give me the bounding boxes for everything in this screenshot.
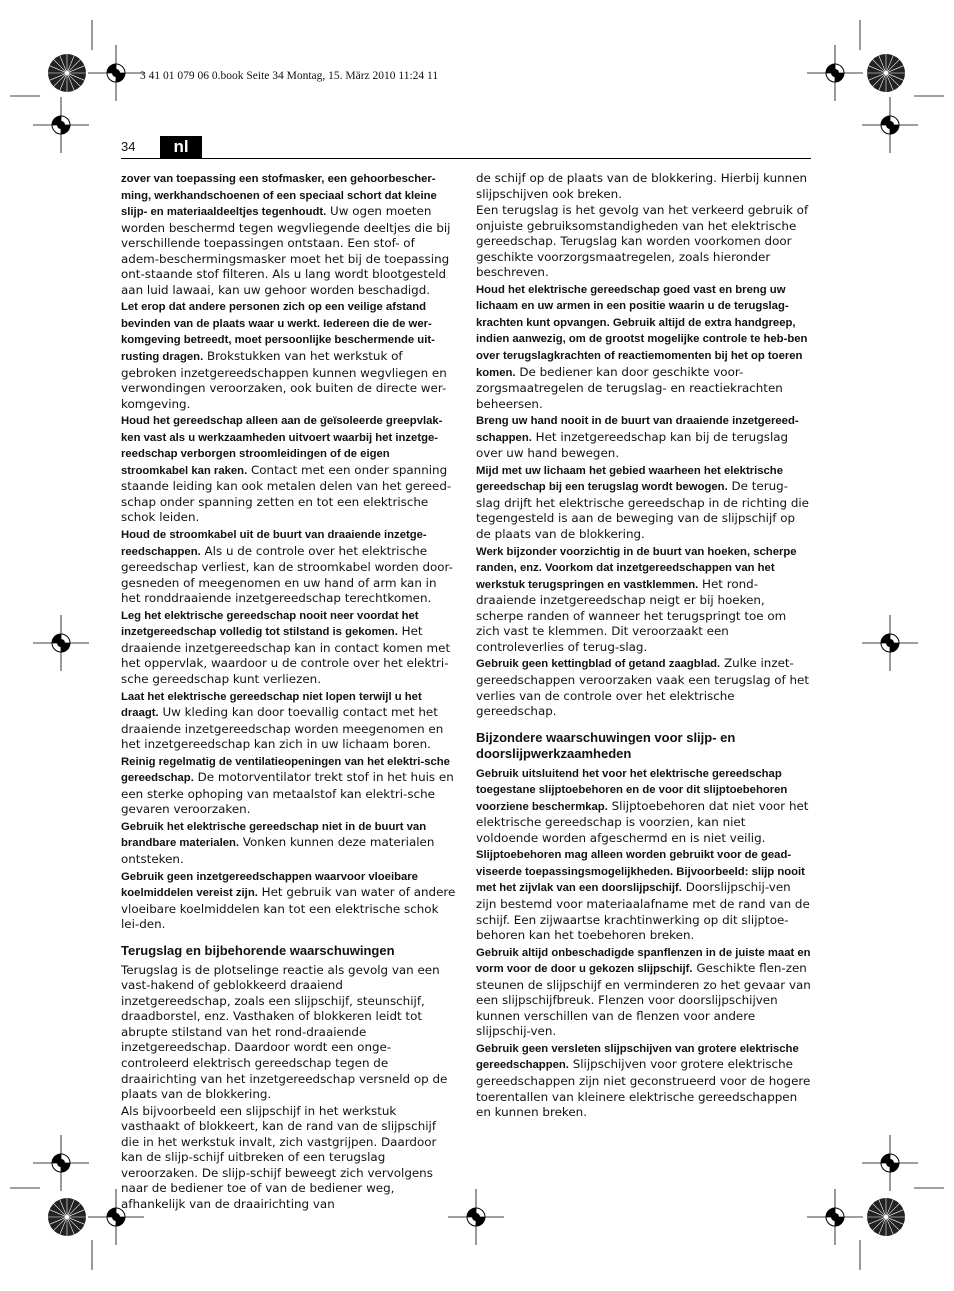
paragraph: Let erop dat andere personen zich op een veilige afstand bevinden van de plaats waar u werkt. Iedereen die de wer-komgeving betreedt, moet persoonlijke beschermende uit-rusting dragen. Brokstukken van het werkstuk of gebroken inzetgereedschappen kunnen wegvliegen en verwondingen veroorzaken, ook buiten de directe wer-komgeving. — [121, 301, 447, 411]
page-number: 34 — [121, 139, 136, 154]
crosshair-bottom-left-a — [33, 1135, 89, 1191]
paragraph: Breng uw hand nooit in de buurt van draaiende inzetgereed-schappen. Het inzetgereedschap kan bij de terugslag over uw hand bewegen. — [476, 415, 799, 461]
paragraph: Leg het elektrische gereedschap nooit neer voordat het inzetgereedschap volledig tot stilstand is gekomen. Het draaiende inzetgereedschap kan in contact komen met het oppervlak, waardoor u de controle over het elektri-sche gereedschap kunt verliezen. — [121, 609, 451, 686]
registration-star-top-right — [867, 54, 905, 92]
crosshair-top-left-a — [88, 45, 144, 101]
paragraph: Gebruik altijd onbeschadigde spanflenzen in de juiste maat en vorm voor de door u gekozen slijpschijf. Geschikte flen-zen steunen de slijpschijf en verminderen zo het gevaar van een slijpschijfbreuk. Flenzen voor doorslijpschijven kunnen verschillen van de flenzen voor andere slijpschij-ven. — [476, 946, 811, 1039]
right-column — [476, 171, 811, 1122]
crosshair-bottom-right-b — [807, 1189, 863, 1245]
paragraph: Gebruik uitsluitend het voor het elektrische gereedschap toegestane slijptoebehoren en de voor dit slijptoebehoren voorziene beschermkap. Slijptoebehoren dat niet voor het elektrische gereedschap is voorzien, kan niet voldoende worden afgeschermd en is niet veilig. — [476, 767, 809, 845]
paragraph: Gebruik geen kettingblad of getand zaagblad. Zulke inzet-gereedschappen veroorzaken vaak een terugslag of het verlies van de controle over het elektrische gereedschap. — [476, 656, 810, 719]
registration-star-bottom-left — [48, 1198, 86, 1236]
header-rule — [121, 158, 811, 159]
paragraph: Als bijvoorbeeld een slijpschijf in het werkstuk vasthaakt of blokkeert, kan de rand van de slijpschijf die in het werkstuk invalt, zich vastgrijpen. Daardoor kan de slijp-schijf uitbreken of een terugslag veroorzaken. De slijp-schijf beweegt zich vervolgens naar de bediener toe of van de bediener weg, afhankelijk van de draairichting van — [121, 1103, 437, 1211]
crosshair-mid-right — [862, 615, 918, 671]
paragraph: de schijf op de plaats van de blokkering. Hierbij kunnen slijpschijven ook breken. — [476, 171, 808, 201]
paragraph: Een terugslag is het gevolg van het verkeerd gebruik of onjuiste gebruiksomstandigheden van het elektrische gereedschap. Terugslag kan worden voorkomen door geschikte voorzorgsmaatregelen, zoals hieronder beschreven. — [476, 203, 809, 280]
paragraph: Slijptoebehoren mag alleen worden gebruikt voor de gead-viseerde toepassingsmogelijkheden. Bijvoorbeeld: slijp nooit met het zijvlak van een doorslijpschijf. Doorslijpschij-ven zijn bestemd voor materiaalafname met de rand van de schijf. Een zijwaartse krachtinwerking op dit slijptoe-behoren kan het toebehoren breken. — [476, 849, 810, 943]
section-heading-grinding: Bijzondere waarschuwingen voor slijp- en doorslijpwerkzaamheden — [476, 729, 736, 761]
paragraph: Gebruik geen inzetgereedschappen waarvoor vloeibare koelmiddelen vereist zijn. Het gebruik van water of andere vloeibare koelmiddelen kan tot een elektrische schok lei-den. — [121, 870, 456, 932]
crosshair-top-right-b — [862, 97, 918, 153]
paragraph: Houd de stroomkabel uit de buurt van draaiende inzetge-reedschappen. Als u de controle over het elektrische gereedschap verliest, kan de stroomkabel worden door-gesneden of meegenomen en uw hand of arm kan in het ronddraaiende inzetgereedschap terechtkomen. — [121, 529, 453, 606]
paragraph: Werk bijzonder voorzichtig in de buurt van hoeken, scherpe randen, enz. Voorkom dat inzetgereedschappen van het werkstuk terugspringen en vastklemmen. Het rond-draaiende inzetgereedschap neigt er bij hoeken, scherpe randen of wanneer het terugspringt toe om zich vast te klemmen. Dit veroorzaakt een controleverlies of terug-slag. — [476, 545, 797, 654]
paragraph: Terugslag is de plotselinge reactie als gevolg van een vast-hakend of geblokkeerd draaiend inzetgereedschap, zoals een slijpschijf, steunschijf, draadborstel, enz. Vasthaken of blokkeren leidt tot abrupte stilstand van het rond-draaiende inzetgereedschap. Daardoor wordt een onge-controleerd elektrisch gereedschap tegen de draairichting van het inzetgereedschap versneld op de plaats van de blokkering. — [121, 962, 448, 1102]
crosshair-top-left-b — [33, 97, 89, 153]
left-column — [121, 171, 456, 1213]
crosshair-mid-left — [33, 615, 89, 671]
paragraph: Reinig regelmatig de ventilatieopeningen van het elektri-sche gereedschap. De motorventilator trekt stof in het huis en een sterke ophoping van metaalstof kan elektri-sche gevaren veroorzaken. — [121, 755, 454, 817]
language-tab: nl — [160, 136, 202, 158]
crosshair-bottom-right-a — [862, 1135, 918, 1191]
crosshair-bottom-center — [448, 1189, 504, 1245]
paragraph: Houd het gereedschap alleen aan de geïsoleerde greepvlak-ken vast als u werkzaamheden uitvoert waarbij het inzetge-reedschap verborgen stroomleidingen of de eigen stroomkabel kan raken. Contact met een onder spanning staande leiding kan ook metalen delen van het gereed-schap onder spanning zetten en tot een elektrische schok leiden. — [121, 415, 452, 525]
section-heading-kickback: Terugslag en bijbehorende waarschuwingen — [121, 942, 395, 958]
paragraph: Laat het elektrische gereedschap niet lopen terwijl u het draagt. Uw kleding kan door toevallig contact met het draaiende inzetgereedschap worden meegenomen en het inzetgereedschap kan zich in uw lichaam boren. — [121, 690, 444, 752]
paragraph: zover van toepassing een stofmasker, een gehoorbescher-ming, werkhandschoenen of een speciaal schort dat kleine slijp- en materiaaldeeltjes tegenhoudt. Uw ogen moeten worden beschermd tegen wegvliegende deeltjes die bij verschillende toepassingen ontstaan. Een stof- of adem-beschermingsmasker moet het bij de toepassing ont-staande stof filteren. Als u lang wordt blootgesteld aan luid lawaai, kan uw gehoor worden beschadigd. — [121, 173, 451, 297]
paragraph: Houd het elektrische gereedschap goed vast en breng uw lichaam en uw armen in een positie waarin u de terugslag-krachten kunt opvangen. Gebruik altijd de extra handgreep, indien aanwezig, om de grootst mogelijke controle te heb-ben over terugslagkrachten of reactiemomenten bij het op toeren komen. De bediener kan door geschikte voor-zorgsmaatregelen de terugslag- en reactiekrachten beheersen. — [476, 283, 808, 411]
registration-star-top-left — [48, 54, 86, 92]
paragraph: Mijd met uw lichaam het gebied waarheen het elektrische gereedschap bij een terugslag wordt bewogen. De terug-slag drijft het elektrische gereedschap in de richting die tegengesteld is aan de beweging van de slijpschijf op de plaats van de blokkering. — [476, 464, 809, 542]
registration-star-bottom-right — [867, 1198, 905, 1236]
paragraph: Gebruik het elektrische gereedschap niet in de buurt van brandbare materialen. Vonken kunnen deze materialen ontsteken. — [121, 820, 435, 866]
paragraph: Gebruik geen versleten slijpschijven van grotere elektrische gereedschappen. Slijpschijven voor grotere elektrische gereedschappen zijn niet geconstrueerd voor de hogere toerentallen van kleinere elektrische gereedschappen en kunnen breken. — [476, 1042, 811, 1120]
crosshair-top-right-a — [807, 45, 863, 101]
print-file-line: 3 41 01 079 06 0.book Seite 34 Montag, 15. März 2010 11:24 11 — [140, 70, 439, 82]
